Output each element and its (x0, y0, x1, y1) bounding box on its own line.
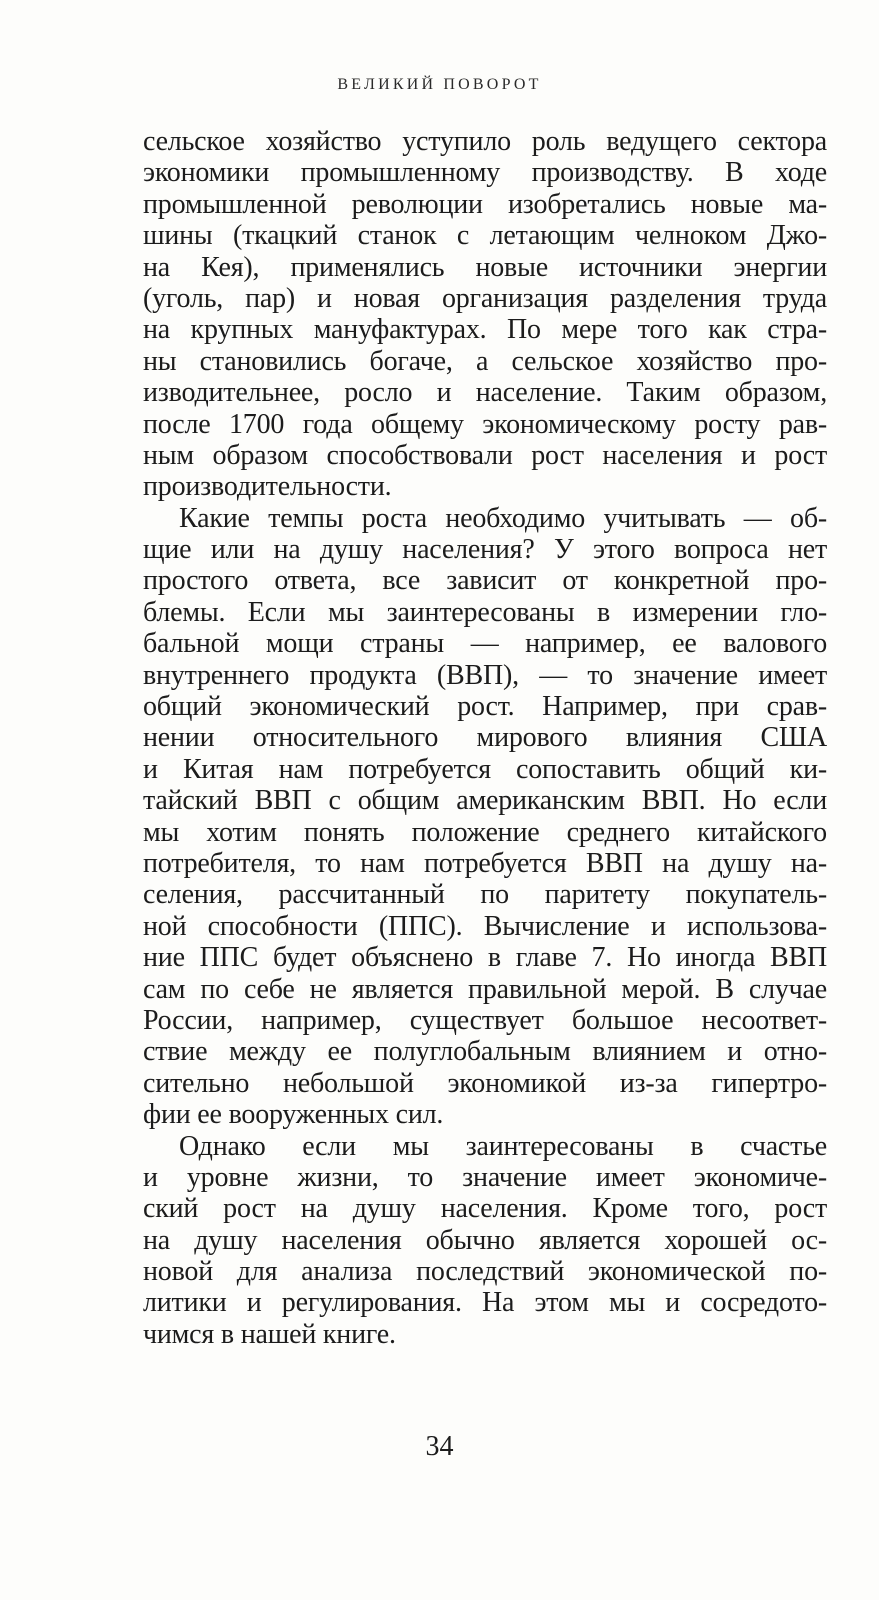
text-line: бальной мощи страны — например, ее валового (143, 628, 827, 660)
text-line: ны становились богаче, а сельское хозяйство про- (143, 345, 827, 377)
text-line: потребителя, то нам потребуется ВВП на душу на- (143, 847, 827, 879)
page-number: 34 (425, 1431, 454, 1462)
text-line: России, например, существует большое несоответ- (143, 1004, 827, 1036)
text-line: производительности. (143, 471, 392, 503)
text-line: на душу населения обычно является хорошей ос- (143, 1224, 827, 1256)
text-line: на крупных мануфактурах. По мере того как стра- (143, 314, 827, 346)
text-line: на Кея), применялись новые источники энергии (143, 251, 827, 283)
paragraph (143, 1131, 827, 1351)
text-line: внутреннего продукта (ВВП), — то значение имеет (143, 659, 827, 691)
text-line: тайский ВВП с общим американским ВВП. Но если (143, 785, 827, 817)
text-line: щие или на душу населения? У этого вопроса нет (143, 534, 827, 566)
text-line: промышленной революции изобретались новые ма- (143, 188, 827, 220)
text-line: экономики промышленному производству. В ходе (143, 157, 827, 189)
text-line: ние ППС будет объяснено в главе 7. Но иногда ВВП (143, 942, 827, 974)
text-line: селения, рассчитанный по паритету покупатель- (143, 879, 827, 911)
text-line: шины (ткацкий станок с летающим челноком Джо- (143, 220, 827, 252)
text-line: ным образом способствовали рост населения и рост (143, 439, 827, 471)
text-line: и Китая нам потребуется сопоставить общий ки- (143, 753, 827, 785)
text-line: блемы. Если мы заинтересованы в измерении гло- (143, 596, 827, 628)
text-line: (уголь, пар) и новая организация разделения труда (143, 282, 827, 314)
text-line: сельское хозяйство уступило роль ведущего сектора (143, 126, 827, 157)
text-line: литики и регулирования. На этом мы и сосредото- (143, 1287, 827, 1319)
text-line: чимся в нашей книге. (143, 1318, 396, 1350)
text-line: сам по себе не является правильной мерой. В случае (143, 973, 827, 1005)
text-line: Однако если мы заинтересованы в счастье (179, 1130, 827, 1162)
text-line: фии ее вооруженных сил. (143, 1099, 444, 1131)
text-line: сительно небольшой экономикой из-за гипертро- (143, 1067, 827, 1099)
body-text (143, 126, 827, 1350)
text-line: простого ответа, все зависит от конкретной про- (143, 565, 827, 597)
text-line: нении относительного мирового влияния США (143, 722, 827, 754)
text-line: ский рост на душу населения. Кроме того, рост (143, 1193, 827, 1225)
text-line: изводительнее, росло и население. Таким образом, (143, 377, 827, 409)
paragraph (143, 503, 827, 1131)
paragraph (143, 126, 827, 503)
text-line: ствие между ее полуглобальным влиянием и отно- (143, 1036, 827, 1068)
text-line: общий экономический рост. Например, при срав- (143, 691, 827, 723)
text-line: мы хотим понять положение среднего китайского (143, 816, 827, 848)
running-head: ВЕЛИКИЙ ПОВОРОТ (337, 76, 542, 93)
text-line: новой для анализа последствий экономической по- (143, 1256, 827, 1288)
text-line: Какие темпы роста необходимо учитывать — об- (179, 502, 827, 534)
text-line: после 1700 года общему экономическому росту рав- (143, 408, 827, 440)
text-line: ной способности (ППС). Вычисление и использова- (143, 910, 827, 942)
text-line: и уровне жизни, то значение имеет экономиче- (143, 1161, 827, 1193)
